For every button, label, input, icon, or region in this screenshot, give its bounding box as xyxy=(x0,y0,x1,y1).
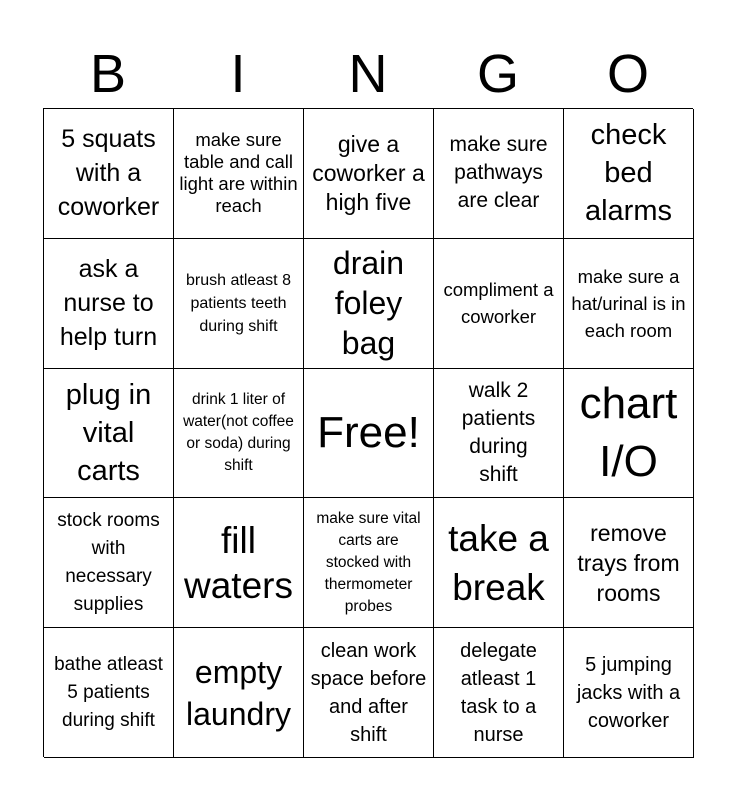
cell-text: make sure table and call light are within reach xyxy=(179,129,298,217)
cell-text: make sure vital carts are stocked with thermometer probes xyxy=(316,509,421,615)
bingo-cell[interactable] xyxy=(174,628,304,758)
cell-text: remove trays from rooms xyxy=(577,519,680,606)
bingo-cell[interactable] xyxy=(564,239,694,369)
cell-text: check bed alarms xyxy=(584,119,672,228)
cell-text: fill waters xyxy=(184,519,293,606)
bingo-cell[interactable] xyxy=(564,628,694,758)
bingo-cell[interactable] xyxy=(434,369,564,499)
cell-text: plug in vital carts xyxy=(65,378,152,487)
header-letter-i: I xyxy=(230,44,246,104)
cell-text: stock rooms with necessary supplies xyxy=(57,509,160,615)
header-letter-o: O xyxy=(606,44,649,104)
cell-text: walk 2 patients during shift xyxy=(461,378,536,486)
header-letter-n: N xyxy=(348,44,388,104)
cell-text: 5 jumping jacks with a coworker xyxy=(576,653,681,732)
cell-text: empty laundry xyxy=(186,653,291,732)
bingo-cell[interactable] xyxy=(434,628,564,758)
bingo-cell[interactable] xyxy=(434,498,564,628)
bingo-cell[interactable] xyxy=(44,498,174,628)
cell-text: chart I/O xyxy=(579,378,678,486)
bingo-cell[interactable] xyxy=(174,109,304,239)
header-letter-b: B xyxy=(89,44,127,104)
header-letter-g: G xyxy=(476,44,519,104)
bingo-cell[interactable] xyxy=(174,239,304,369)
cell-text: compliment a coworker xyxy=(443,279,554,328)
cell-text: 5 squats with a coworker xyxy=(57,125,160,222)
cell-text: brush atleast 8 patients teeth during shift xyxy=(186,271,291,335)
cell-text: make sure pathways are clear xyxy=(449,133,548,213)
bingo-cell[interactable] xyxy=(304,369,434,499)
bingo-cell[interactable] xyxy=(174,498,304,628)
bingo-cell[interactable] xyxy=(44,369,174,499)
bingo-header xyxy=(43,40,693,108)
bingo-cell[interactable] xyxy=(174,369,304,499)
cell-text: give a coworker a high five xyxy=(312,130,425,215)
cell-text: take a break xyxy=(448,517,549,608)
bingo-cell[interactable] xyxy=(434,239,564,369)
bingo-cell[interactable] xyxy=(44,628,174,758)
bingo-cell[interactable] xyxy=(44,239,174,369)
cell-text: clean work space before and after shift xyxy=(310,639,427,746)
cell-text: delegate atleast 1 task to a nurse xyxy=(460,639,537,746)
bingo-cell[interactable] xyxy=(564,369,694,499)
bingo-cell[interactable] xyxy=(564,109,694,239)
bingo-cell[interactable] xyxy=(434,109,564,239)
bingo-cell[interactable] xyxy=(44,109,174,239)
bingo-cell[interactable] xyxy=(304,239,434,369)
cell-text: drain foley bag xyxy=(332,245,405,362)
cell-text: make sure a hat/urinal is in each room xyxy=(571,265,686,341)
cell-text: bathe atleast 5 patients during shift xyxy=(54,653,163,731)
cell-text: drink 1 liter of water(not coffee or soda) during shift xyxy=(183,390,294,474)
cell-text free-space: Free! xyxy=(317,407,420,457)
bingo-cell[interactable] xyxy=(304,109,434,239)
bingo-cell[interactable] xyxy=(304,628,434,758)
bingo-card-grid xyxy=(43,108,693,757)
bingo-cell[interactable] xyxy=(564,498,694,628)
bingo-cell[interactable] xyxy=(304,498,434,628)
cell-text: ask a nurse to help turn xyxy=(59,255,158,352)
